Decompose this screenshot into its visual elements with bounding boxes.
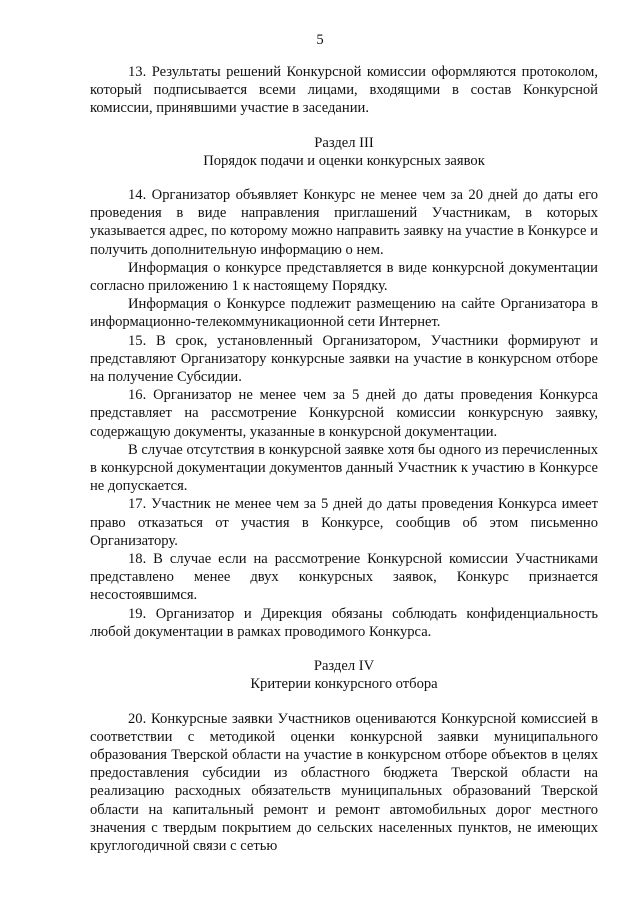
paragraph-18: 18. В случае если на рассмотрение Конкурсной комиссии Участниками представлено менее двух конкурсных заявок, Конкурс признается несостоявшимся. (90, 551, 598, 604)
paragraph-16-absence: В случае отсутствия в конкурсной заявке хотя бы одного из перечисленных в конкурсной документации документов данный Участник к участию в Конкурсе не допускается. (90, 441, 598, 495)
paragraph-19: 19. Организатор и Дирекция обязаны соблюдать конфиденциальность любой документации в рамках проводимого Конкурса. (90, 605, 598, 640)
document-body (90, 63, 598, 855)
paragraph-13: 13. Результаты решений Конкурсной комиссии оформляются протоколом, который подписывается всеми лицами, входящими в состав Конкурсной комиссии, принявшими участие в заседании. (90, 64, 598, 117)
section-4-subtitle: Критерии конкурсного отбора (250, 676, 438, 693)
paragraph-20: 20. Конкурсные заявки Участников оцениваются Конкурсной комиссией в соответствии с методикой оценки конкурсной заявки муниципального образования Тверской области на участие в конкурсном отборе объектов в целях предоставления субсидии из областного бюджета Тверской области на реализацию расходных обязательств муниципальных образований Тверской области на капитальный ремонт и ремонт автомобильных дорог местного значения с твердым покрытием до сельских населенных пунктов, не имеющих круглогодичной связи с сетью (90, 710, 598, 854)
paragraph-14: 14. Организатор объявляет Конкурс не менее чем за 20 дней до даты его проведения в виде направления приглашений Участникам, в которых указывается адрес, по которому можно направить заявку на участие в Конкурсе и получить дополнительную информацию о нем. (90, 187, 598, 258)
paragraph-16: 16. Организатор не менее чем за 5 дней до даты проведения Конкурса представляет на рассмотрение Конкурсной комиссии конкурсную заявку, содержащую документы, указанные в конкурсной документации. (90, 387, 598, 440)
paragraph-14-info: Информация о конкурсе представляется в виде конкурсной документации согласно приложению 1 к настоящему Порядку. (90, 259, 598, 295)
section-3-subtitle: Порядок подачи и оценки конкурсных заявок (203, 152, 485, 169)
section-3-title: Раздел III (314, 134, 374, 151)
paragraph-14-site: Информация о Конкурсе подлежит размещению на сайте Организатора в информационно-телекоммуникационной сети Интернет. (90, 296, 598, 331)
section-4-title: Раздел IV (313, 658, 375, 675)
paragraph-15: 15. В срок, установленный Организатором, Участники формируют и представляют Организатору конкурсные заявки на участие в конкурсном отборе на получение Субсидии. (90, 332, 598, 386)
page-number: 5 (316, 32, 324, 48)
paragraph-17: 17. Участник не менее чем за 5 дней до даты проведения Конкурса имеет право отказаться от участия в Конкурсе, сообщив об этом письменно Организатору. (90, 496, 598, 549)
